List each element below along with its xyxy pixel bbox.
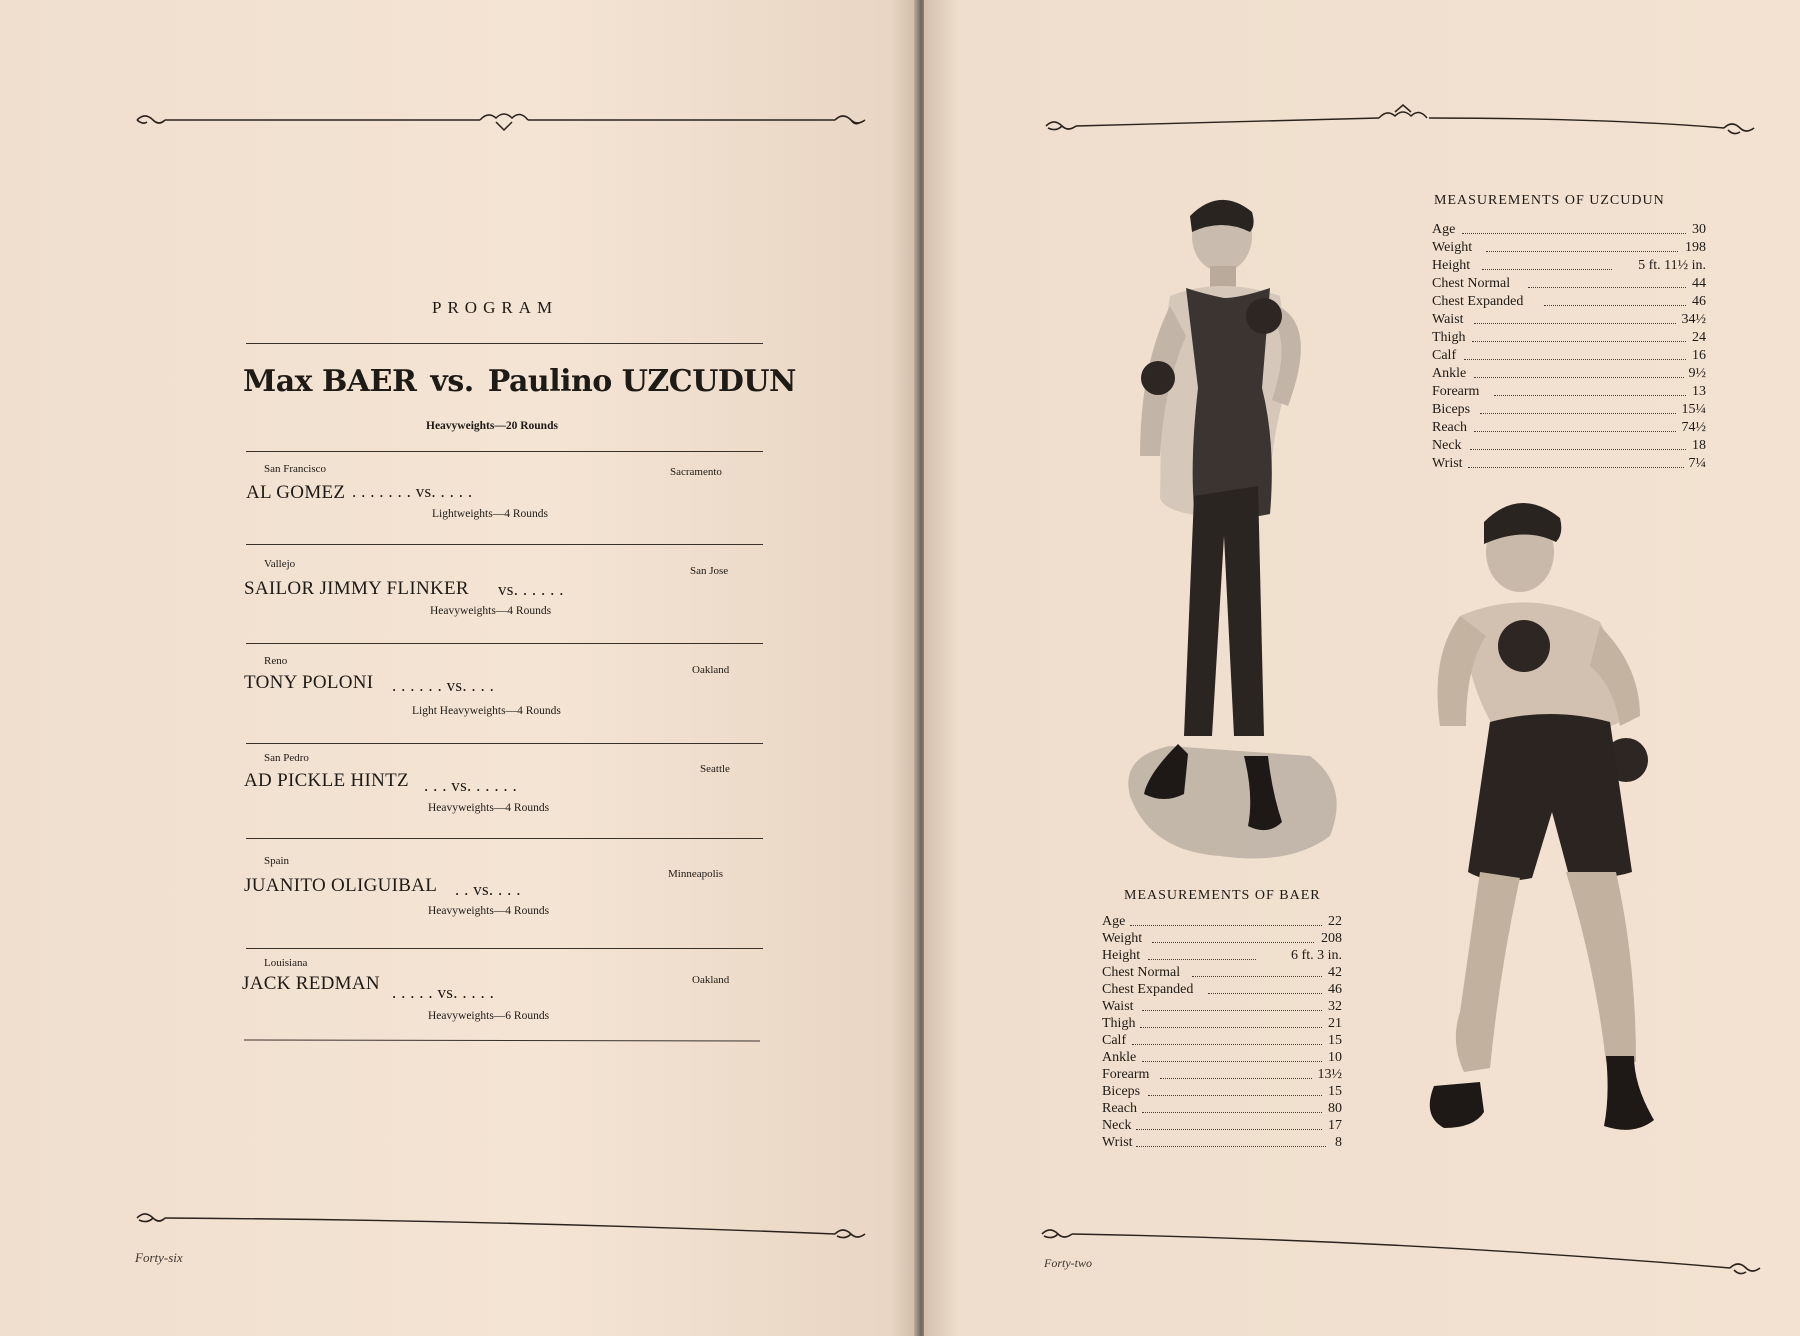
measurement-label: Wrist [1432, 456, 1463, 471]
bout-vs: . . . . . vs. . . . . [392, 983, 495, 1002]
measurement-label: Age [1102, 914, 1126, 929]
name-a: AL GOMEZ [246, 482, 346, 503]
measurement-label: Age [1432, 222, 1456, 237]
measurement-value: 80 [1328, 1101, 1342, 1116]
origin-b: Oakland [692, 664, 730, 676]
divider [246, 948, 763, 949]
origin-b: San Jose [690, 565, 729, 577]
origin-b: Seattle [700, 763, 730, 775]
measurement-row [1432, 456, 1706, 474]
measurement-row [1432, 312, 1706, 330]
program-heading: PROGRAM [432, 298, 559, 317]
divider [246, 451, 763, 452]
measurement-row [1102, 948, 1342, 966]
bout-vs: . . . vs. . . . . . [424, 776, 518, 795]
measurement-label: Calf [1102, 1033, 1127, 1048]
measurement-value: 15 [1328, 1084, 1342, 1099]
measurement-value: 18 [1692, 438, 1706, 453]
name-a: JACK REDMAN [242, 973, 380, 994]
origin-a: Spain [264, 855, 290, 867]
bottom-ornament-rule [135, 1210, 870, 1240]
bout-vs: . . vs. . . . [455, 880, 521, 899]
measurement-value: 198 [1685, 240, 1706, 255]
measurement-value: 8 [1335, 1135, 1342, 1150]
divider [246, 643, 763, 644]
bottom-ornament-rule [1040, 1220, 1770, 1276]
measurement-row [1432, 348, 1706, 366]
measurement-value: 74½ [1681, 420, 1706, 435]
measurement-row [1102, 982, 1342, 1000]
measurement-row [1102, 914, 1342, 932]
measurement-label: Neck [1102, 1118, 1132, 1133]
measurement-label: Thigh [1102, 1016, 1136, 1031]
measurement-value: 44 [1692, 276, 1706, 291]
measurement-value: 21 [1328, 1016, 1342, 1031]
measurement-value: 5 ft. 11½ in. [1638, 258, 1706, 273]
measurement-value: 34½ [1681, 312, 1706, 327]
measurement-row [1102, 1067, 1342, 1085]
uzcudun-measurements-title: MEASUREMENTS OF UZCUDUN [1434, 193, 1665, 208]
divider [246, 343, 763, 344]
name-a: JUANITO OLIGUIBAL [244, 875, 438, 896]
measurement-value: 16 [1692, 348, 1706, 363]
main-fighter-a: Max BAER [243, 364, 417, 399]
measurement-row [1102, 965, 1342, 983]
origin-a: San Francisco [264, 463, 327, 475]
measurement-row [1432, 240, 1706, 258]
origin-a: San Pedro [264, 752, 309, 764]
right-page [924, 0, 1800, 1336]
measurement-value: 13 [1692, 384, 1706, 399]
divider [246, 544, 763, 545]
measurement-row [1102, 1033, 1342, 1051]
measurement-row [1102, 1118, 1342, 1136]
measurement-value: 42 [1328, 965, 1342, 980]
main-event-title [243, 364, 796, 399]
measurement-row [1432, 258, 1706, 276]
baer-measurements-title: MEASUREMENTS OF BAER [1124, 888, 1321, 903]
uzcudun-measurements-table [1432, 222, 1706, 482]
measurement-label: Neck [1432, 438, 1462, 453]
measurement-label: Forearm [1432, 384, 1480, 399]
measurement-label: Waist [1102, 999, 1134, 1014]
measurement-label: Weight [1432, 240, 1473, 255]
measurement-row [1432, 420, 1706, 438]
bout-vs: . . . . . . vs. . . . [392, 676, 495, 695]
measurement-value: 13½ [1317, 1067, 1342, 1082]
measurement-label: Reach [1432, 420, 1467, 435]
measurement-row [1432, 276, 1706, 294]
measurement-row [1432, 330, 1706, 348]
measurement-value: 24 [1692, 330, 1706, 345]
measurement-label: Biceps [1102, 1084, 1141, 1099]
measurement-label: Ankle [1432, 366, 1467, 381]
main-fighter-b: Paulino UZCUDUN [487, 364, 796, 399]
measurement-label: Chest Normal [1432, 276, 1511, 291]
measurement-label: Weight [1102, 931, 1143, 946]
measurement-value: 32 [1328, 999, 1342, 1014]
name-a: SAILOR JIMMY FLINKER [244, 578, 469, 599]
bout-class: Light Heavyweights—4 Rounds [412, 705, 561, 717]
measurement-value: 46 [1328, 982, 1342, 997]
uzcudun-photo [1420, 496, 1664, 1196]
bout-class: Heavyweights—4 Rounds [430, 605, 552, 617]
measurement-row [1102, 999, 1342, 1017]
origin-b: Oakland [692, 974, 730, 986]
measurement-value: 22 [1328, 914, 1342, 929]
measurement-label: Chest Expanded [1102, 982, 1194, 997]
bout-class: Heavyweights—4 Rounds [428, 802, 550, 814]
measurement-value: 10 [1328, 1050, 1342, 1065]
main-vs: vs. [430, 364, 474, 399]
measurement-row [1102, 931, 1342, 949]
name-a: AD PICKLE HINTZ [244, 770, 409, 791]
measurement-value: 17 [1328, 1118, 1342, 1133]
measurement-value: 7¼ [1688, 456, 1706, 471]
origin-a: Reno [264, 655, 288, 667]
measurement-label: Wrist [1102, 1135, 1133, 1150]
divider [246, 838, 763, 839]
measurement-row [1102, 1050, 1342, 1068]
main-event-class: Heavyweights—20 Rounds [426, 420, 558, 432]
bout-class: Heavyweights—6 Rounds [428, 1010, 550, 1022]
measurement-value: 6 ft. 3 in. [1291, 948, 1342, 963]
bout-class: Heavyweights—4 Rounds [428, 905, 550, 917]
divider [246, 743, 763, 744]
measurement-label: Forearm [1102, 1067, 1150, 1082]
divider [244, 1039, 760, 1041]
measurement-label: Ankle [1102, 1050, 1137, 1065]
baer-measurements-table [1102, 914, 1342, 1174]
measurement-row [1102, 1016, 1342, 1034]
measurement-value: 30 [1692, 222, 1706, 237]
measurement-label: Chest Normal [1102, 965, 1181, 980]
measurement-label: Height [1432, 258, 1471, 273]
measurement-label: Reach [1102, 1101, 1137, 1116]
measurement-label: Thigh [1432, 330, 1466, 345]
name-a: TONY POLONI [244, 672, 374, 693]
origin-b: Minneapolis [668, 868, 723, 880]
measurement-row [1432, 294, 1706, 312]
measurement-value: 208 [1321, 931, 1342, 946]
measurement-label: Waist [1432, 312, 1464, 327]
origin-a: Vallejo [264, 558, 296, 570]
measurement-row [1432, 366, 1706, 384]
page-number: Forty-two [1044, 1256, 1092, 1270]
measurement-row [1102, 1084, 1342, 1102]
measurement-row [1432, 222, 1706, 240]
measurement-row [1102, 1135, 1342, 1153]
bout-vs: . . . . . . . vs. . . . . [352, 482, 473, 501]
top-ornament-rule [135, 108, 870, 132]
origin-a: Louisiana [264, 957, 308, 969]
measurement-label: Calf [1432, 348, 1457, 363]
origin-b: Sacramento [670, 466, 722, 478]
measurement-row [1102, 1101, 1342, 1119]
measurement-label: Biceps [1432, 402, 1471, 417]
bout-class: Lightweights—4 Rounds [432, 508, 548, 520]
measurement-value: 46 [1692, 294, 1706, 309]
measurement-label: Height [1102, 948, 1141, 963]
measurement-value: 15¼ [1681, 402, 1706, 417]
page-number: Forty-six [135, 1250, 183, 1265]
measurement-row [1432, 402, 1706, 420]
measurement-label: Chest Expanded [1432, 294, 1524, 309]
measurement-row [1432, 438, 1706, 456]
top-ornament-rule [1044, 104, 1764, 140]
baer-photo [1110, 196, 1350, 896]
measurement-row [1432, 384, 1706, 402]
bout-vs: vs. . . . . . [498, 580, 564, 599]
measurement-value: 15 [1328, 1033, 1342, 1048]
measurement-value: 9½ [1688, 366, 1706, 381]
